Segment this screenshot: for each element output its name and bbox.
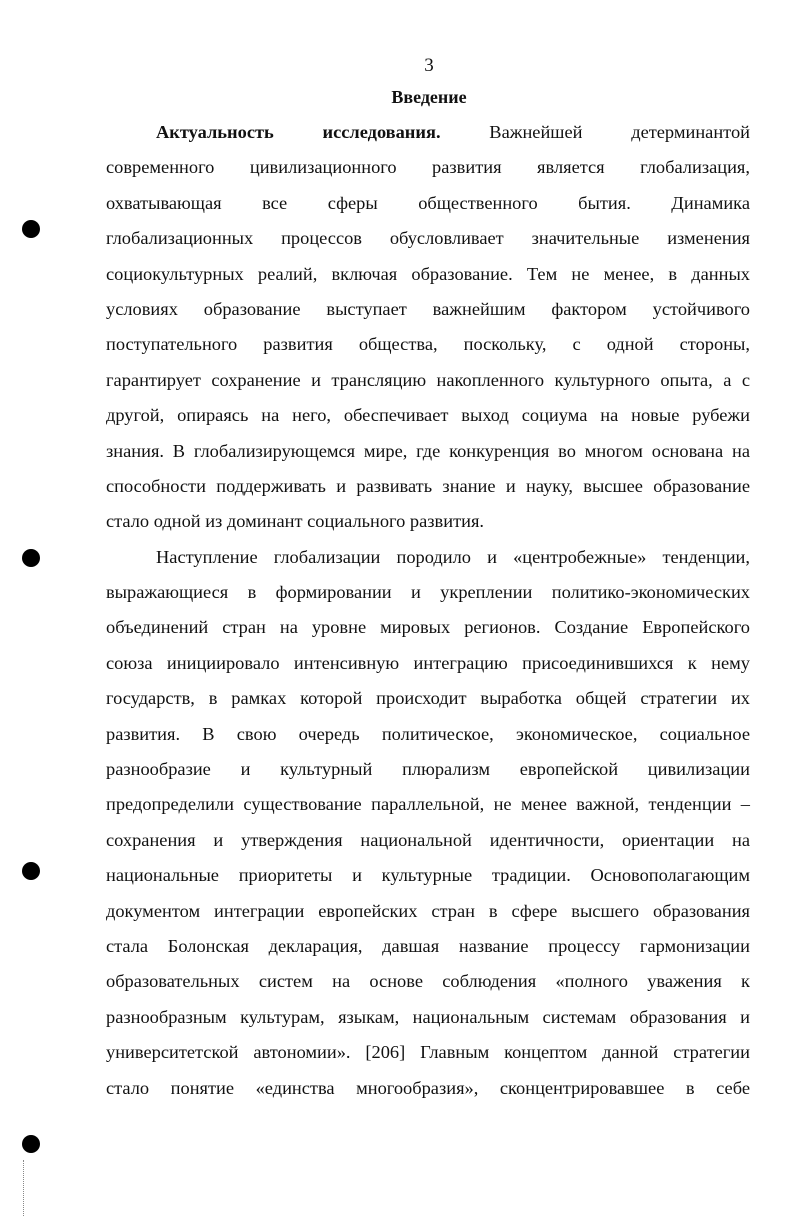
page-number: 3 [424, 55, 434, 76]
section-heading: Введение [391, 87, 467, 107]
text-line: развития. В свою очередь политическое, экономическое, социальное [106, 723, 750, 744]
text-line: социокультурных реалий, включая образование. Тем не менее, в данных [106, 263, 750, 284]
text-line: Актуальность исследования. Важнейшей детерминантой [156, 122, 751, 142]
text-line: документом интеграции европейских стран в сфере высшего образования [106, 900, 750, 921]
text-line: национальные приоритеты и культурные традиции. Основополагающим [106, 865, 750, 886]
text-line: другой, опираясь на него, обеспечивает выход социума на новые рубежи [106, 405, 750, 426]
text-line: образовательных систем на основе соблюдения «полного уважения к [106, 971, 750, 992]
text-line: гарантирует сохранение и трансляцию накопленного культурного опыта, а с [106, 369, 750, 390]
binding-hole [22, 549, 40, 567]
text-line: условиях образование выступает важнейшим фактором устойчивого [106, 298, 750, 319]
text-line: глобализационных процессов обусловливает значительные изменения [106, 228, 750, 249]
text-line: объединений стран на уровне мировых регионов. Создание Европейского [106, 617, 750, 638]
binding-hole [22, 220, 40, 238]
binding-edge-marks [23, 1160, 24, 1216]
text-line: союза инициировало интенсивную интеграцию присоединившихся к нему [106, 652, 750, 673]
text-line: знания. В глобализирующемся мире, где конкуренция во многом основана на [106, 440, 750, 461]
binding-hole [22, 1135, 40, 1153]
text-line: предопределили существование параллельной, не менее важной, тенденции – [106, 794, 750, 815]
text-line: стало понятие «единства многообразия», сконцентрировавшее в себе [106, 1077, 750, 1098]
text-line: стала Болонская декларация, давшая название процессу гармонизации [106, 935, 750, 956]
text-line: Наступление глобализации породило и «центробежные» тенденции, [156, 546, 750, 567]
text-line: способности поддерживать и развивать знание и науку, высшее образование [106, 475, 750, 496]
text-line: современного цивилизационного развития является глобализация, [106, 157, 750, 178]
text-line: государств, в рамках которой происходит выработка общей стратегии их [106, 688, 750, 709]
text-line: разнообразие и культурный плюрализм европейской цивилизации [106, 759, 750, 780]
text-line: разнообразным культурам, языкам, национальным системам образования и [106, 1006, 750, 1027]
text-line: сохранения и утверждения национальной идентичности, ориентации на [106, 829, 750, 850]
text-line: университетской автономии». [206] Главным концептом данной стратегии [106, 1042, 750, 1063]
text-line: поступательного развития общества, поскольку, с одной стороны, [106, 334, 750, 355]
text-line: охватывающая все сферы общественного бытия. Динамика [106, 192, 750, 213]
text-line: стало одной из доминант социального развития. [106, 511, 485, 532]
lead-phrase: Актуальность исследования. [156, 122, 441, 142]
text-line: выражающиеся в формировании и укреплении политико-экономических [106, 582, 750, 603]
body-text [106, 115, 750, 1106]
binding-hole [22, 862, 40, 880]
